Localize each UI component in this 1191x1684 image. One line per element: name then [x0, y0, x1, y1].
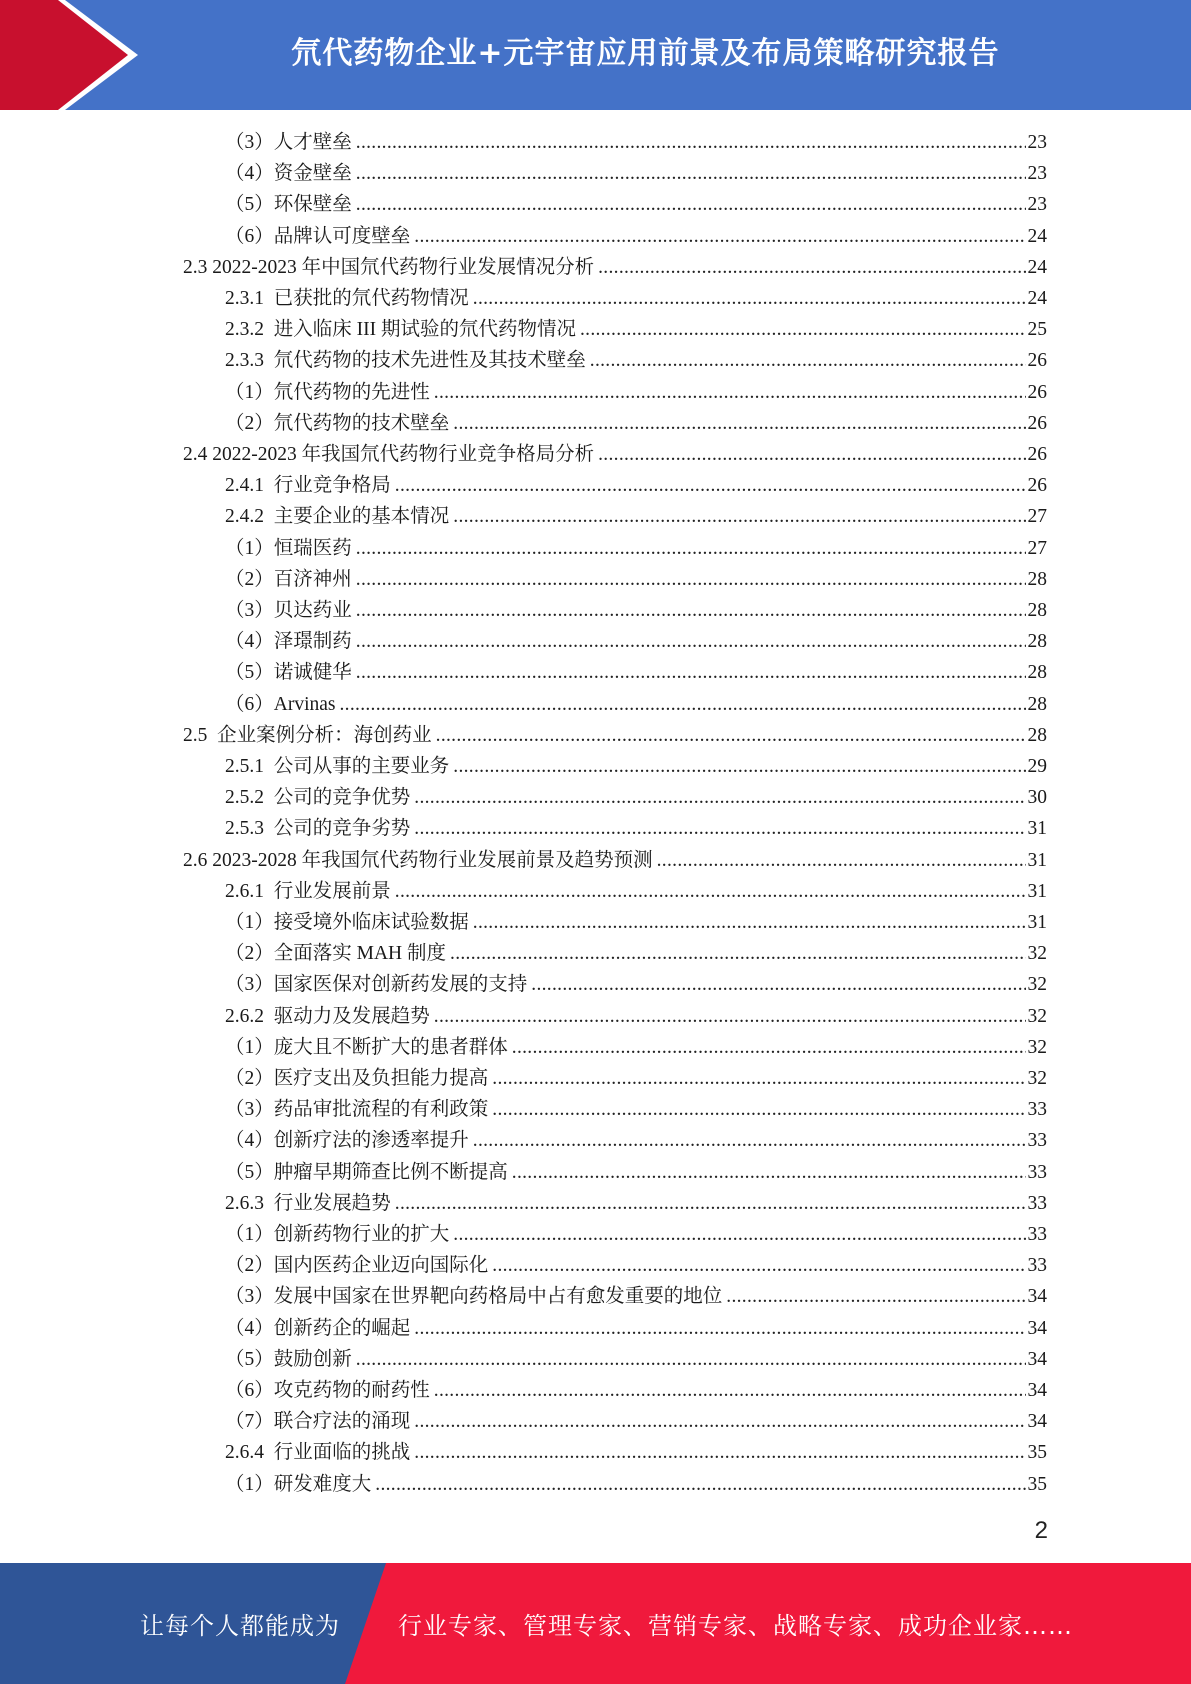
toc-dot-leader	[512, 1157, 1026, 1188]
toc-dot-leader	[598, 439, 1025, 470]
toc-dot-leader	[414, 782, 1025, 813]
toc-entry[interactable]	[225, 1188, 1047, 1219]
toc-entry-page: 34	[1027, 1317, 1047, 1339]
report-title: 氘代药物企业+元宇宙应用前景及布局策略研究报告	[291, 36, 1000, 71]
toc-entry-label: （6）Arvinas	[225, 693, 336, 715]
toc-entry-page: 33	[1027, 1130, 1047, 1152]
toc-entry[interactable]	[225, 1281, 1047, 1312]
toc-dot-leader	[356, 533, 1026, 564]
toc-entry[interactable]	[225, 626, 1047, 657]
toc-entry-page: 28	[1027, 631, 1047, 653]
toc-dot-leader	[492, 1250, 1025, 1281]
toc-entry-label: 2.5.1 公司从事的主要业务	[225, 756, 450, 777]
toc-entry-page: 34	[1027, 1411, 1047, 1433]
toc-dot-leader	[356, 1344, 1026, 1375]
toc-entry-page: 34	[1027, 1348, 1047, 1370]
toc-entry[interactable]	[225, 189, 1047, 220]
toc-entry-page: 33	[1027, 1224, 1047, 1245]
toc-dot-leader	[453, 1219, 1025, 1250]
toc-dot-leader	[414, 1437, 1025, 1468]
toc-entry[interactable]	[225, 813, 1047, 844]
toc-dot-leader	[473, 1125, 1026, 1156]
toc-entry[interactable]	[225, 876, 1047, 907]
toc-entry-page: 23	[1027, 132, 1047, 153]
toc-entry[interactable]	[225, 1125, 1047, 1156]
toc-entry[interactable]	[225, 283, 1047, 314]
toc-entry-label: （6）攻克药物的耐药性	[225, 1380, 430, 1401]
toc-entry[interactable]	[183, 252, 1047, 283]
toc-entry-label: （3）药品审批流程的有利政策	[225, 1099, 489, 1121]
toc-entry[interactable]	[225, 158, 1047, 189]
toc-entry[interactable]	[225, 689, 1047, 720]
toc-entry-label: （4）资金壁垒	[225, 163, 352, 185]
toc-dot-leader	[434, 1001, 1026, 1032]
toc-entry-page: 28	[1027, 662, 1047, 684]
toc-entry[interactable]	[225, 564, 1047, 595]
toc-entry-page: 33	[1027, 1099, 1047, 1121]
toc-entry-label: 2.3.2 进入临床 III 期试验的氘代药物情况	[225, 319, 576, 341]
toc-entry[interactable]	[225, 907, 1047, 938]
toc-dot-leader	[395, 876, 1026, 907]
toc-dot-leader	[436, 720, 1026, 751]
toc-entry-label: 2.4 2022-2023 年我国氘代药物行业竞争格局分析	[183, 444, 595, 465]
toc-dot-leader	[453, 751, 1025, 782]
toc-entry[interactable]	[225, 1469, 1047, 1500]
toc-dot-leader	[395, 470, 1026, 501]
toc-entry-page: 29	[1027, 756, 1047, 777]
toc-entry-label: 2.6.3 行业发展趋势	[225, 1192, 391, 1214]
toc-entry[interactable]	[225, 221, 1047, 252]
toc-entry-label: （2）氘代药物的技术壁垒	[225, 412, 450, 434]
toc-entry-label: （2）全面落实 MAH 制度	[225, 943, 447, 965]
toc-entry-page: 32	[1027, 1005, 1047, 1027]
toc-dot-leader	[726, 1281, 1025, 1312]
toc-entry-page: 25	[1027, 319, 1047, 341]
footer-slogan-left: 让每个人都能成为	[140, 1612, 340, 1640]
toc-entry-label: 2.5.3 公司的竞争劣势	[225, 818, 411, 840]
toc-entry[interactable]	[183, 720, 1047, 751]
page-footer	[0, 1563, 1191, 1684]
toc-entry-label: （2）医疗支出及负担能力提高	[225, 1068, 489, 1089]
toc-dot-leader	[512, 1032, 1026, 1063]
toc-dot-leader	[492, 1094, 1025, 1125]
toc-entry[interactable]	[225, 751, 1047, 782]
toc-entry-page: 24	[1027, 288, 1047, 309]
toc-dot-leader	[356, 158, 1026, 189]
toc-entry[interactable]	[225, 1001, 1047, 1032]
toc-entry[interactable]	[225, 533, 1047, 564]
toc-entry-label: 2.6 2023-2028 年我国氘代药物行业发展前景及趋势预测	[183, 849, 653, 871]
toc-entry[interactable]	[225, 1375, 1047, 1406]
toc-entry[interactable]	[225, 127, 1047, 158]
toc-entry[interactable]	[225, 782, 1047, 813]
toc-entry-label: （7）联合疗法的涌现	[225, 1411, 411, 1433]
toc-dot-leader	[473, 907, 1026, 938]
toc-entry[interactable]	[225, 1344, 1047, 1375]
toc-entry-page: 34	[1027, 1380, 1047, 1401]
toc-entry-page: 32	[1027, 974, 1047, 996]
toc-entry[interactable]	[225, 1219, 1047, 1250]
toc-entry-label: （3）发展中国家在世界靶向药格局中占有愈发重要的地位	[225, 1286, 723, 1308]
toc-entry[interactable]	[225, 1313, 1047, 1344]
toc-entry-page: 26	[1027, 412, 1047, 434]
toc-entry-label: （4）创新药企的崛起	[225, 1317, 411, 1339]
toc-entry[interactable]	[225, 408, 1047, 439]
toc-entry-label: （1）接受境外临床试验数据	[225, 912, 469, 933]
page-number: 2	[1034, 1517, 1048, 1544]
toc-entry-page: 28	[1027, 724, 1047, 746]
toc-entry-label: （3）贝达药业	[225, 600, 352, 621]
toc-entry[interactable]	[225, 1094, 1047, 1125]
toc-entry-page: 26	[1027, 444, 1047, 465]
toc-entry-label: （1）研发难度大	[225, 1473, 372, 1495]
toc-entry-label: 2.4.2 主要企业的基本情况	[225, 506, 450, 528]
toc-entry-label: 2.5 企业案例分析：海创药业	[183, 724, 432, 746]
toc-dot-leader	[414, 221, 1025, 252]
toc-dot-leader	[492, 1063, 1025, 1094]
toc-entry-label: （1）恒瑞医药	[225, 537, 352, 559]
toc-entry[interactable]	[225, 1250, 1047, 1281]
toc-entry-page: 23	[1027, 163, 1047, 185]
toc-entry-page: 26	[1027, 381, 1047, 403]
toc-entry[interactable]	[225, 501, 1047, 532]
toc-entry[interactable]	[183, 845, 1047, 876]
toc-dot-leader	[395, 1188, 1026, 1219]
toc-entry-label: 2.3.3 氘代药物的技术先进性及其技术壁垒	[225, 350, 586, 372]
toc-entry-label: 2.3.1 已获批的氘代药物情况	[225, 288, 469, 309]
toc-entry-page: 31	[1027, 880, 1047, 902]
toc-entry[interactable]	[225, 1437, 1047, 1468]
toc-entry-page: 33	[1027, 1161, 1047, 1183]
toc-entry-label: （1）创新药物行业的扩大	[225, 1224, 450, 1245]
toc-dot-leader	[657, 845, 1026, 876]
toc-entry-page: 33	[1027, 1255, 1047, 1277]
toc-entry-page: 35	[1027, 1473, 1047, 1495]
toc-entry[interactable]	[225, 377, 1047, 408]
toc-dot-leader	[453, 408, 1025, 439]
toc-entry-page: 23	[1027, 194, 1047, 216]
toc-entry-label: 2.6.1 行业发展前景	[225, 880, 391, 902]
toc-dot-leader	[414, 1406, 1025, 1437]
toc-entry[interactable]	[225, 1032, 1047, 1063]
toc-entry-label: 2.3 2022-2023 年中国氘代药物行业发展情况分析	[183, 256, 595, 278]
toc-dot-leader	[434, 377, 1026, 408]
toc-dot-leader	[356, 595, 1026, 626]
page-header	[0, 0, 1191, 110]
toc-dot-leader	[453, 501, 1025, 532]
toc-entry[interactable]	[225, 1157, 1047, 1188]
toc-entry[interactable]	[225, 969, 1047, 1000]
toc-entry-page: 30	[1027, 787, 1047, 809]
toc-entry-page: 32	[1027, 943, 1047, 965]
toc-dot-leader	[434, 1375, 1026, 1406]
toc-entry-page: 27	[1027, 506, 1047, 528]
toc-entry[interactable]	[225, 470, 1047, 501]
toc-entry[interactable]	[225, 1406, 1047, 1437]
toc-entry-label: （5）肿瘤早期筛查比例不断提高	[225, 1161, 508, 1183]
toc-entry-page: 33	[1027, 1192, 1047, 1214]
toc-entry-label: 2.6.4 行业面临的挑战	[225, 1442, 411, 1464]
toc-entry-label: （6）品牌认可度壁垒	[225, 225, 411, 247]
toc-entry-page: 35	[1027, 1442, 1047, 1464]
toc-dot-leader	[356, 626, 1026, 657]
toc-dot-leader	[356, 127, 1026, 158]
toc-entry-page: 28	[1027, 568, 1047, 590]
toc-entry[interactable]	[225, 938, 1047, 969]
toc-entry-label: （2）百济神州	[225, 568, 352, 590]
toc-entry-label: （4）泽璟制药	[225, 631, 352, 653]
toc-entry-page: 24	[1027, 256, 1047, 278]
toc-entry-label: （1）氘代药物的先进性	[225, 381, 430, 403]
toc-dot-leader	[580, 314, 1026, 345]
toc-entry-label: 2.4.1 行业竞争格局	[225, 475, 391, 497]
toc-dot-leader	[340, 689, 1026, 720]
toc-entry[interactable]	[225, 595, 1047, 626]
toc-entry-page: 28	[1027, 600, 1047, 621]
toc-dot-leader	[473, 283, 1026, 314]
toc-dot-leader	[375, 1469, 1025, 1500]
toc-entry-page: 31	[1027, 849, 1047, 871]
toc-entry-label: （3）人才壁垒	[225, 132, 352, 153]
toc-dot-leader	[414, 813, 1025, 844]
toc-entry-label: 2.5.2 公司的竞争优势	[225, 787, 411, 809]
toc-entry-label: （4）创新疗法的渗透率提升	[225, 1130, 469, 1152]
toc-dot-leader	[598, 252, 1025, 283]
toc-entry-page: 26	[1027, 475, 1047, 497]
toc-entry[interactable]	[225, 657, 1047, 688]
toc-dot-leader	[531, 969, 1025, 1000]
toc-entry-label: （1）庞大且不断扩大的患者群体	[225, 1036, 508, 1058]
toc-entry-label: 2.6.2 驱动力及发展趋势	[225, 1005, 430, 1027]
toc-entry-page: 28	[1027, 693, 1047, 715]
toc-entry[interactable]	[183, 439, 1047, 470]
toc-dot-leader	[590, 345, 1026, 376]
footer-slogan-right: 行业专家、管理专家、营销专家、战略专家、成功企业家……	[398, 1612, 1073, 1640]
toc-entry-label: （5）诺诚健华	[225, 662, 352, 684]
toc-dot-leader	[356, 189, 1026, 220]
toc-entry-label: （5）环保壁垒	[225, 194, 352, 216]
toc-entry-page: 24	[1027, 225, 1047, 247]
toc-entry[interactable]	[225, 1063, 1047, 1094]
toc-dot-leader	[414, 1313, 1025, 1344]
toc-entry-page: 31	[1027, 818, 1047, 840]
chevron-arrow-icon	[0, 0, 160, 110]
toc-entry[interactable]	[225, 314, 1047, 345]
toc-entry-page: 34	[1027, 1286, 1047, 1308]
toc-entry-page: 31	[1027, 912, 1047, 933]
toc-entry-page: 32	[1027, 1036, 1047, 1058]
toc-entry-label: （3）国家医保对创新药发展的支持	[225, 974, 528, 996]
toc-entry-label: （2）国内医药企业迈向国际化	[225, 1255, 489, 1277]
toc-entry-page: 27	[1027, 537, 1047, 559]
toc-dot-leader	[356, 657, 1026, 688]
toc-dot-leader	[356, 564, 1026, 595]
toc-entry-page: 26	[1027, 350, 1047, 372]
toc-entry-label: （5）鼓励创新	[225, 1348, 352, 1370]
toc-entry[interactable]	[225, 345, 1047, 376]
toc-dot-leader	[450, 938, 1025, 969]
toc-entry-page: 32	[1027, 1068, 1047, 1089]
